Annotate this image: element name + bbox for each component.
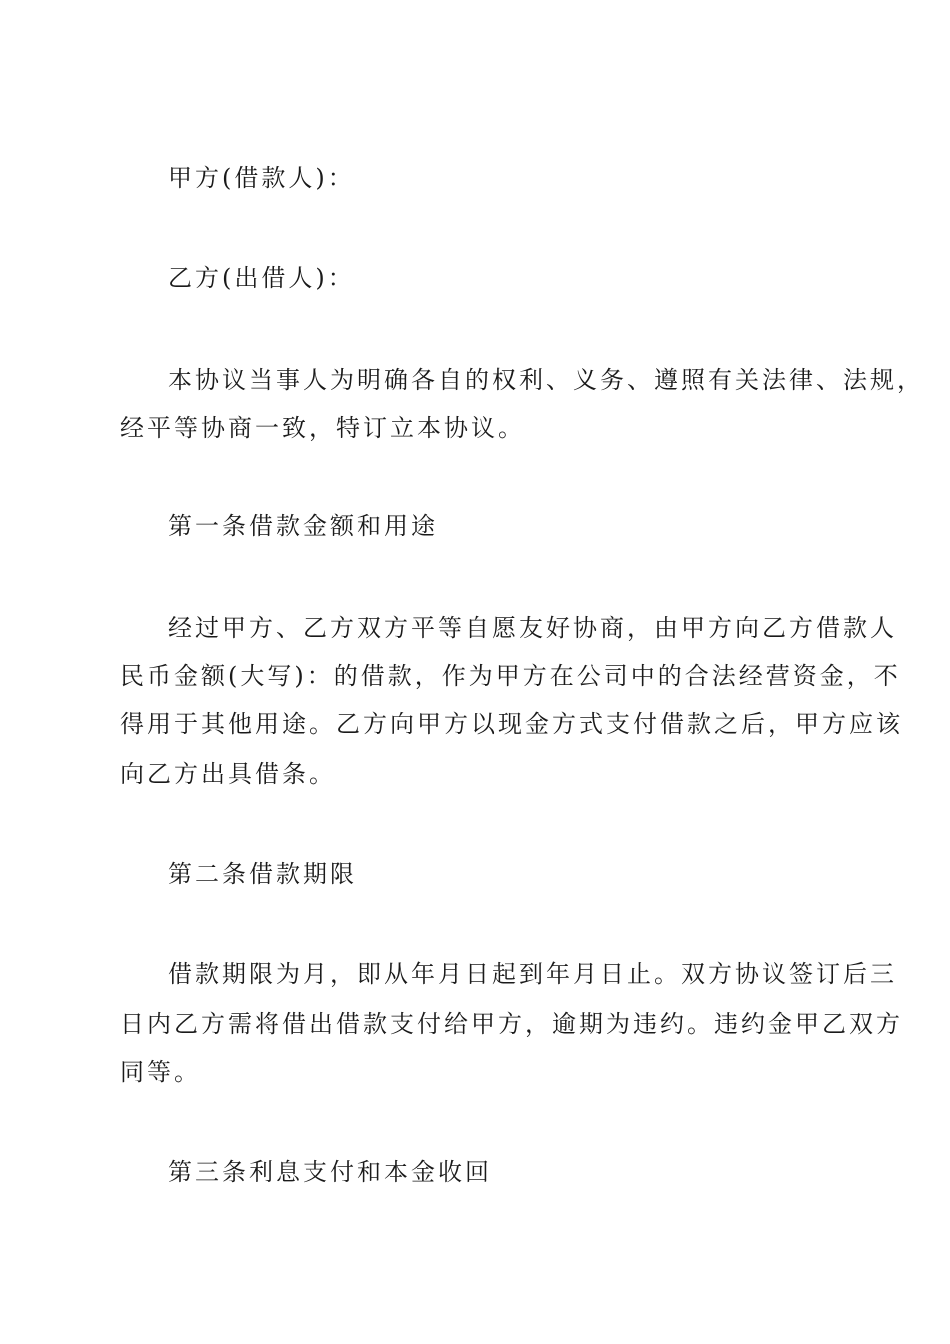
article1-line-4: 向乙方出具借条。 (120, 760, 336, 788)
article2-line-1: 借款期限为月，即从年月日起到年月日止。双方协议签订后三 (168, 960, 897, 988)
article3-heading: 第三条利息支付和本金收回 (168, 1158, 492, 1186)
article1-line-1: 经过甲方、乙方双方平等自愿友好协商，由甲方向乙方借款人 (168, 614, 897, 642)
intro-line-1: 本协议当事人为明确各自的权利、义务、遵照有关法律、法规， (168, 366, 924, 394)
article1-line-2: 民币金额(大写)：的借款，作为甲方在公司中的合法经营资金，不 (120, 662, 901, 690)
article1-heading: 第一条借款金额和用途 (168, 512, 438, 540)
article1-line-3: 得用于其他用途。乙方向甲方以现金方式支付借款之后，甲方应该 (120, 710, 903, 738)
article2-line-2: 日内乙方需将借出借款支付给甲方，逾期为违约。违约金甲乙双方 (120, 1010, 903, 1038)
party-a-label: 甲方(借款人)： (168, 164, 355, 192)
party-b-label: 乙方(出借人)： (168, 264, 355, 292)
article2-line-3: 同等。 (120, 1058, 201, 1086)
article2-heading: 第二条借款期限 (168, 860, 357, 888)
intro-line-2: 经平等协商一致，特订立本协议。 (120, 414, 525, 442)
